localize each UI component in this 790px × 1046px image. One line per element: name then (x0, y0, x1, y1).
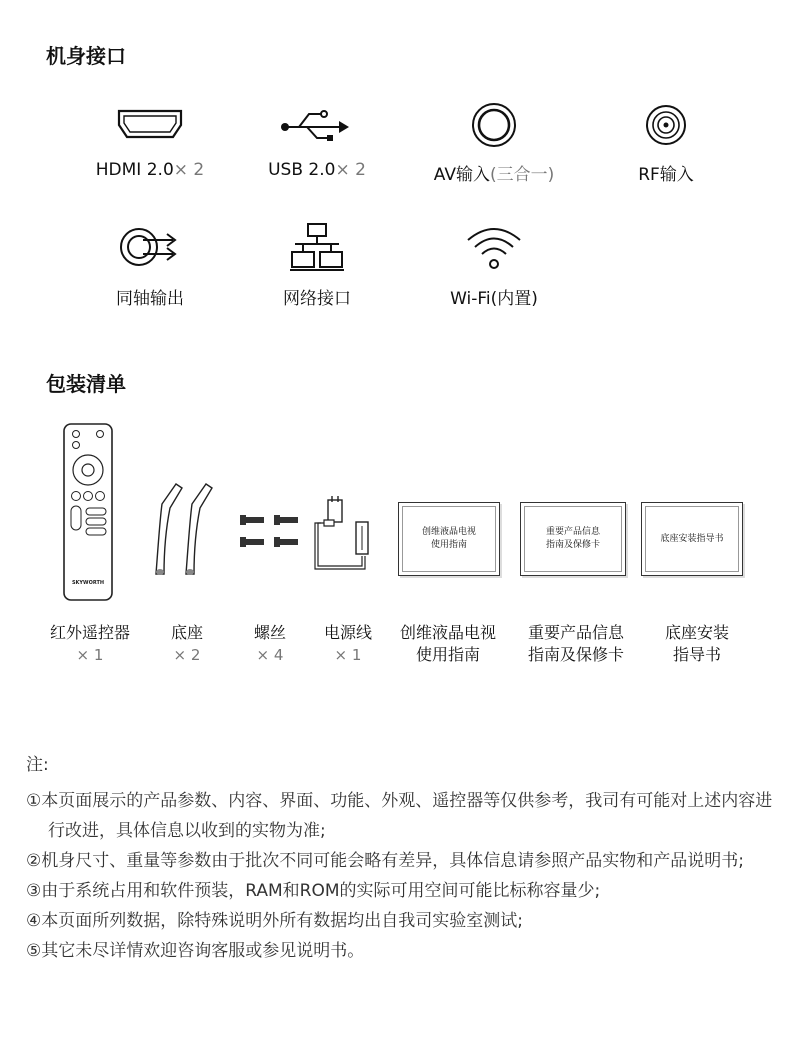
wifi-icon (464, 224, 524, 270)
user-manual-booklet (398, 502, 500, 576)
port-count: × 2 (173, 160, 205, 180)
note-item: ①本页面展示的产品参数、内容、界面、功能、外观、遥控器等仅供参考，我司有可能对上述内容进行改进，具体信息以收到的实物为准; (26, 791, 773, 841)
notes-section (26, 750, 776, 966)
hdmi-port-icon (115, 105, 185, 145)
port-label: HDMI 2.0 (95, 160, 174, 180)
package-item (511, 622, 641, 666)
remote-control-image (62, 422, 114, 602)
coaxial-output-icon (115, 224, 185, 270)
port-label: 网络接口 (283, 289, 351, 309)
item-name: 电源线 (323, 623, 372, 642)
item-name: 螺丝 (253, 623, 286, 642)
network-port-icon (289, 222, 345, 272)
booklet-text: 底座安装指导书 (660, 533, 724, 544)
port-wifi (414, 222, 574, 309)
rf-input-icon (643, 102, 689, 148)
notes-heading: 注: (26, 755, 49, 775)
item-name-line2: 指南及保修卡 (527, 645, 624, 664)
booklet-text: 使用指南 (430, 540, 467, 550)
port-count: × 2 (335, 160, 366, 180)
note-item: ④本页面所列数据，除特殊说明外所有数据均出自我司实验室测试; (26, 911, 523, 931)
note-item: ②机身尺寸、重量等参数由于批次不同可能会略有差异，具体信息请参照产品实物和产品说明书; (26, 851, 744, 871)
stand-image (150, 478, 224, 578)
remote-brand: SKYWORTH (71, 580, 105, 586)
booklet-text: 重要产品信息 (545, 527, 600, 537)
port-label: AV输入 (433, 165, 490, 185)
item-qty: × 2 (173, 646, 201, 664)
power-cable-image (312, 496, 382, 572)
port-rf (586, 100, 746, 185)
item-name: 创维液晶电视 (399, 623, 496, 642)
item-name: 红外遥控器 (49, 623, 130, 642)
port-label: RF输入 (638, 165, 694, 185)
port-hdmi (70, 100, 230, 180)
package-item (383, 622, 513, 666)
port-av (414, 100, 574, 185)
ports-section-title: 机身接口 (46, 44, 126, 68)
port-coaxial (70, 222, 230, 309)
port-label: Wi-Fi(内置) (450, 289, 538, 309)
warranty-booklet (520, 502, 626, 576)
item-qty: × 4 (256, 646, 284, 664)
booklet-text: 创维液晶电视 (421, 527, 476, 537)
screws-image (240, 510, 300, 552)
item-name: 底座 (170, 623, 203, 642)
item-qty: × 1 (76, 646, 104, 664)
note-item: ⑤其它未尽详情欢迎咨询客服或参见说明书。 (26, 941, 365, 961)
item-name-line2: 使用指南 (415, 645, 480, 664)
package-item (632, 622, 762, 666)
booklet-text: 指南及保修卡 (545, 540, 600, 550)
port-label: USB 2.0 (268, 160, 336, 180)
stand-guide-booklet (641, 502, 743, 576)
port-network (237, 222, 397, 309)
av-input-icon (469, 100, 519, 150)
note-item: ③由于系统占用和软件预装，RAM和ROM的实际可用空间可能比标称容量少; (26, 881, 601, 901)
port-count: (三合一) (489, 165, 555, 185)
package-section-title: 包装清单 (46, 372, 126, 396)
item-qty: × 1 (334, 646, 362, 664)
port-usb (237, 100, 397, 180)
port-label: 同轴输出 (116, 289, 184, 309)
item-name-line2: 指导书 (672, 645, 721, 664)
item-name: 底座安装 (664, 623, 729, 642)
usb-icon (277, 105, 357, 145)
item-name: 重要产品信息 (527, 623, 624, 642)
